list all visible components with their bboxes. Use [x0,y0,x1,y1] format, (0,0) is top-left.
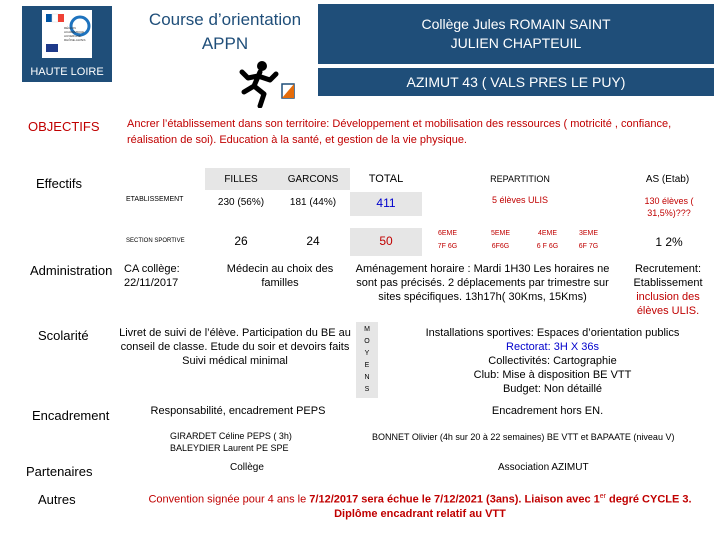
activity-name: AZIMUT 43 ( VALS PRES LE PUY) [406,74,626,90]
admin-medecin: Médecin au choix des familles [226,263,334,289]
moyens-letter: O [364,338,370,345]
header-as: AS (Etab) [645,174,690,185]
header-total: TOTAL [368,173,404,185]
rectorat-line: Rectorat: 3H X 36s [506,341,599,353]
objectifs-label: OBJECTIFS [28,119,100,134]
course-title-block [130,8,320,108]
admin-amenagement: Aménagement horaire : Mardi 1H30 Les horaires ne sont pas précisés. 2 déplacements par trimestre sur sites spécifiques. 13h17h( 30Kms, 15Kms) [355,263,610,303]
level-5-detail: 6F6G [491,243,510,250]
logo-caption: HAUTE LOIRE [22,62,112,82]
installations-line: Installations sportives: Espaces d’orientation publics [425,327,680,339]
sport-label: SECTION SPORTIVE [126,238,185,244]
level-6-name: 6EME [437,230,458,237]
moyens-letter: Y [364,350,370,357]
objectifs-text: Ancrer l’établissement dans son territoire: Développement et mobilisation des ressources ( motricité , confiance, réalisation de soi). Education à la santé, et gestion de la vie physique. [127,118,672,146]
etab-as: 130 élèves ( 31,5%)??? [644,196,694,218]
runner-icon [230,58,300,108]
admin-recrutement-red: inclusion des élèves ULIS. [636,291,700,317]
encadrement-right-names: BONNET Olivier (4h sur 20 à 22 semaines) BE VTT et BAPAATE (niveau V) [372,432,675,442]
level-4-detail: 6 F 6G [536,243,559,250]
encadrement-left: Responsabilité, encadrement PEPS [150,405,326,417]
logo-block [22,6,112,82]
admin-recrutement-black: Recrutement: Etablissement [633,263,703,289]
scolarite-installations [390,326,715,396]
encadrement-right: Encadrement hors EN. [491,405,604,417]
autres-line1-b: 7/12/2017 sera échue le 7/12/2021 (3ans). Liaison avec 1 [309,493,600,506]
club-line: Club: Mise à disposition BE VTT [473,369,632,381]
autres-line1 [120,490,720,507]
etab-filles: 230 (56%) [217,197,265,208]
autres-sup: er [599,493,606,500]
partenaires-right: Association AZIMUT [498,462,589,473]
autres-label: Autres [38,492,76,507]
etab-repartition: 5 élèves ULIS [491,195,549,205]
sport-filles: 26 [234,234,248,248]
moyens-letter: M [364,326,370,333]
header-repartition: REPARTITION [490,174,550,184]
autres-text [120,490,720,521]
administration-label: Administration [30,263,113,278]
admin-ca: CA collège: 22/11/2017 [124,263,180,289]
school-name: Collège Jules ROMAIN SAINT JULIEN CHAPTEUIL [421,16,611,51]
level-3-name: 3EME [578,230,599,237]
level-4-name: 4EME [537,230,558,237]
collectivites-line: Collectivités: Cartographie [488,355,617,367]
moyens-letter: N [364,374,370,381]
partenaires-left: Collège [230,462,264,473]
course-title: Course d’orientation APPN [148,10,302,53]
etab-label: ETABLISSEMENT [126,196,184,203]
sport-garcons: 24 [306,234,320,248]
admin-recrutement [622,262,714,318]
budget-line: Budget: Non détaillé [502,383,603,395]
autres-line2: Diplôme encadrant relatif au VTT [334,507,506,520]
autres-line1-c: degré CYCLE 3. [605,493,692,506]
etab-total: 411 [376,196,396,210]
partenaires-label: Partenaires [26,464,93,479]
autres-line1-a: Convention signée pour 4 ans le [148,493,310,506]
moyens-letter: E [364,362,370,369]
scolarite-label: Scolarité [38,328,89,343]
header-garcons: GARCONS [287,174,339,185]
scolarite-suivi: Livret de suivi de l’élève. Participation du BE au conseil de classe. Etude du soir et devoirs faits Suivi médical minimal [119,327,351,367]
encadrement-left-names: GIRARDET Céline PEPS ( 3h) BALEYDIER Laurent PE SPE [170,431,292,453]
header-filles: FILLES [224,174,258,185]
sport-as: 1 2% [655,235,683,249]
sport-total: 50 [379,234,393,248]
level-5-name: 5EME [490,230,511,237]
level-6-detail: 7F 6G [437,243,458,250]
activity-box [318,68,714,96]
encadrement-label: Encadrement [32,408,110,423]
moyens-letter: S [364,386,370,393]
etab-garcons: 181 (44%) [289,197,337,208]
level-3-detail: 6F 7G [578,243,599,250]
logo-text: RÉGION ACADÉMIQUE AUVERGNE-RHÔNE-ALPES [64,26,86,42]
school-box [318,4,714,64]
effectifs-label: Effectifs [36,176,83,191]
